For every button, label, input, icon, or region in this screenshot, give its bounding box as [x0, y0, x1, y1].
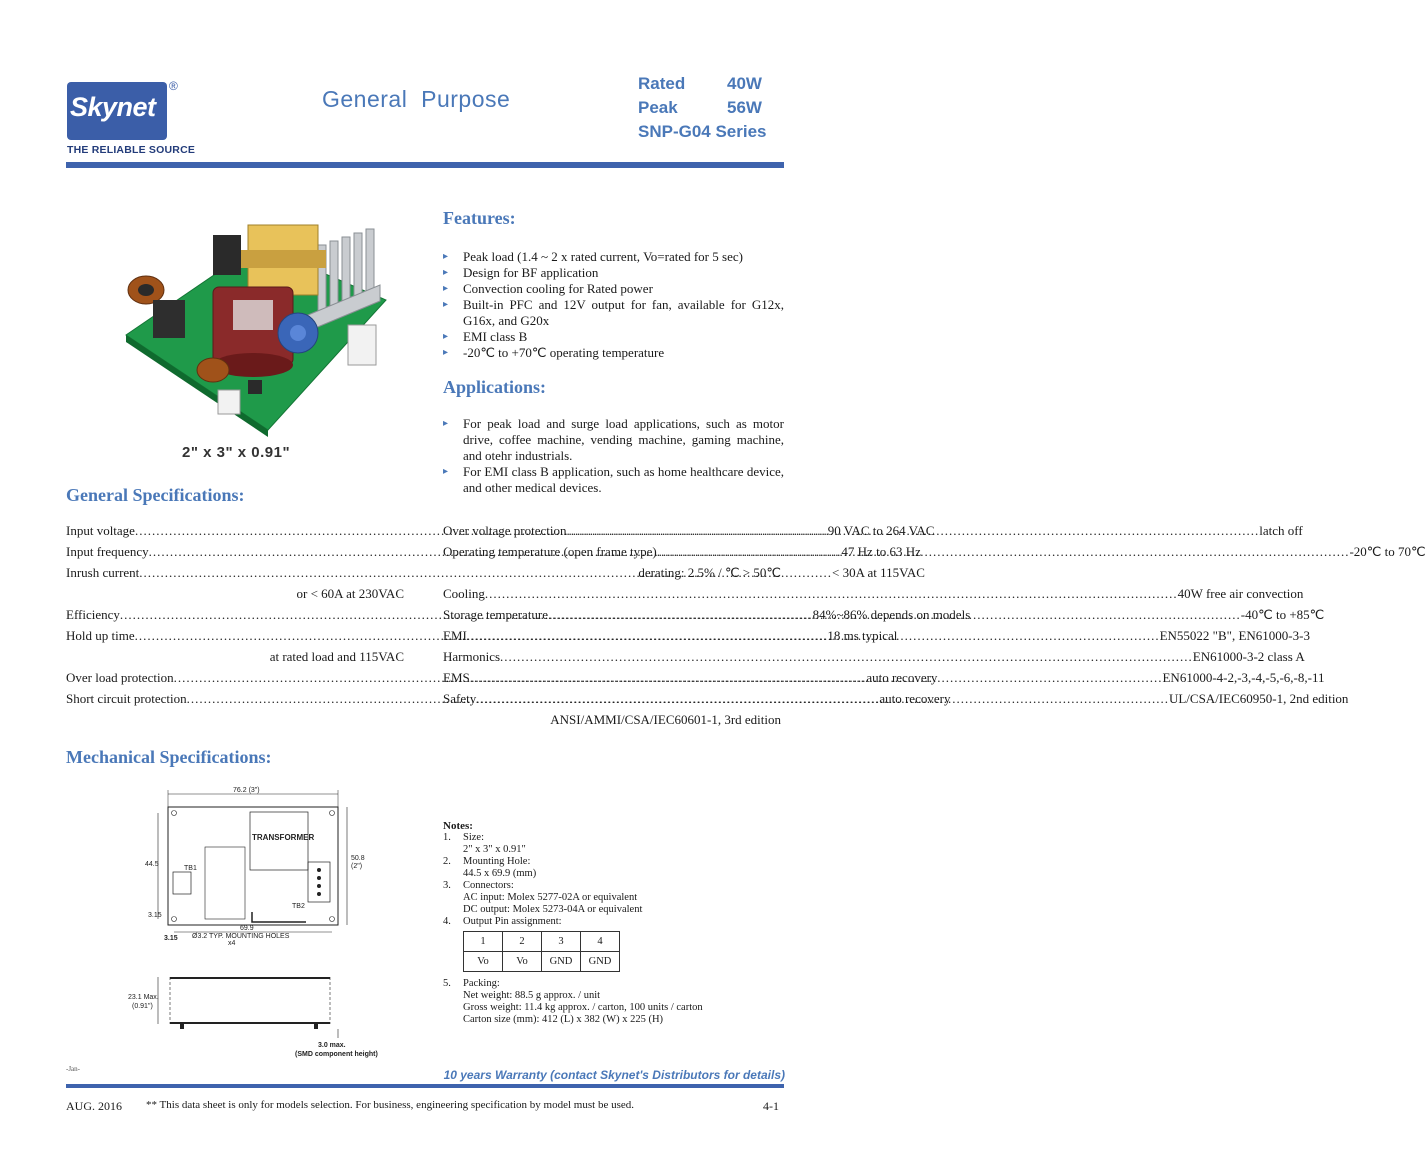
- spec-row: [443, 562, 781, 583]
- bullet-icon: ▸: [443, 347, 449, 358]
- application-text: For peak load and surge load applications, such as motor drive, coffee machine, vending machine, gaming machine, and otehr industrials.: [463, 416, 784, 463]
- series-name: SNP-G04 Series: [638, 122, 767, 141]
- spec-label: EMS: [443, 670, 470, 685]
- pin-signal: GND: [542, 952, 581, 972]
- spec-row: [66, 646, 404, 667]
- dim-thick: 23.1 Max.: [128, 994, 159, 1001]
- page-title: General Purpose: [322, 86, 511, 112]
- note-line: 44.5 x 69.9 (mm): [463, 868, 537, 879]
- pin-signal: Vo: [464, 952, 503, 972]
- spec-value: 40W free air convection: [1177, 586, 1304, 601]
- header-divider: [66, 162, 784, 168]
- note-number: 4.: [443, 916, 451, 927]
- note-title: Packing:: [463, 978, 500, 989]
- peak-value: 56W: [727, 98, 762, 117]
- spec-value: 90 VAC to 264 VAC: [827, 523, 935, 538]
- feature-text: -20℃ to +70℃ operating temperature: [463, 345, 665, 360]
- features-list: [443, 249, 784, 361]
- spec-value: or < 60A at 230VAC: [296, 586, 404, 601]
- spec-label: Over load protection: [66, 670, 174, 685]
- spec-label: Storage temperature: [443, 607, 549, 622]
- note-item: [443, 978, 783, 990]
- spec-label: Input frequency: [66, 544, 149, 559]
- spec-value: -20℃ to 70℃: [1349, 544, 1426, 559]
- bullet-icon: ▸: [443, 267, 449, 278]
- note-item: [443, 880, 783, 892]
- note-item: [443, 856, 783, 868]
- pin-assignment-table: [463, 931, 620, 972]
- spec-value: EN61000-3-2 class A: [1192, 649, 1305, 664]
- registered-mark: ®: [169, 79, 178, 93]
- dim-holes-count: x4: [228, 940, 236, 947]
- spec-value: 84%~86% depends on models: [812, 607, 971, 622]
- spec-value: 47 Hz to 63 Hz: [841, 544, 921, 559]
- spec-label: EMI: [443, 628, 467, 643]
- dim-height: 50.8: [351, 855, 365, 862]
- feature-item: [443, 281, 784, 297]
- mechanical-drawing: [128, 782, 410, 1067]
- footer-disclaimer: ** This data sheet is only for models selection. For business, engineering specification by model must be used.: [146, 1099, 634, 1111]
- general-specs-heading: General Specifications:: [66, 485, 245, 505]
- logo-tagline: THE RELIABLE SOURCE: [67, 144, 196, 156]
- spec-row: [443, 583, 1304, 604]
- spec-row: [66, 583, 404, 604]
- dim-width: 76.2 (3"): [233, 787, 260, 794]
- applications-list: [443, 416, 784, 496]
- note-number: 5.: [443, 978, 451, 989]
- rated-label: Rated: [638, 74, 686, 93]
- spec-label: Over voltage protection: [443, 523, 567, 538]
- feature-item: [443, 345, 784, 361]
- note-title: Mounting Hole:: [463, 856, 531, 867]
- features-heading: Features:: [443, 208, 516, 228]
- application-item: [443, 464, 784, 496]
- spec-value: latch off: [1259, 523, 1303, 538]
- applications-heading: Applications:: [443, 377, 547, 397]
- tb2-label: TB2: [292, 903, 305, 910]
- spec-value: ANSI/AMMI/CSA/IEC60601-1, 3rd edition: [550, 712, 781, 727]
- spec-label: Hold up time: [66, 628, 135, 643]
- bullet-icon: ▸: [443, 466, 449, 477]
- pin-signal: GND: [581, 952, 620, 972]
- note-item: [443, 916, 783, 928]
- application-item: [443, 416, 784, 464]
- pin-number: 4: [581, 932, 620, 952]
- dim-holes-note: Ø3.2 TYP. MOUNTING HOLES: [192, 933, 290, 940]
- feature-text: Convection cooling for Rated power: [463, 281, 653, 296]
- bullet-icon: ▸: [443, 283, 449, 294]
- spec-value: EN55022 "B", EN61000-3-3: [1159, 628, 1310, 643]
- dim-height-in: (2"): [351, 863, 363, 870]
- application-text: For EMI class B application, such as home healthcare device, and other medical devices.: [463, 464, 784, 495]
- pin-number: 3: [542, 932, 581, 952]
- spec-label: Cooling: [443, 586, 485, 601]
- spec-label: Inrush current: [66, 565, 140, 580]
- footer-date: AUG. 2016: [66, 1099, 122, 1113]
- spec-leader: [566, 520, 1259, 541]
- spec-label: Safety: [443, 691, 477, 706]
- dim-hole-width: 69.9: [240, 925, 254, 932]
- dim-edge: 3.15: [148, 912, 162, 919]
- note-title: Connectors:: [463, 880, 514, 891]
- spec-value: -40℃ to +85℃: [1240, 607, 1325, 622]
- bullet-icon: ▸: [443, 331, 449, 342]
- spec-value: < 30A at 115VAC: [832, 565, 925, 580]
- feature-text: Built-in PFC and 12V output for fan, available for G12x, G16x, and G20x: [463, 297, 784, 328]
- feature-item: [443, 249, 784, 265]
- page-number: 4-1: [763, 1099, 779, 1113]
- table-row: [464, 932, 620, 952]
- spec-label: Operating temperature (open frame type): [443, 544, 657, 559]
- note-line: Carton size (mm): 412 (L) x 382 (W) x 225 (H): [463, 1014, 664, 1025]
- product-photo: [118, 205, 390, 437]
- spec-value: EN61000-4-2,-3,-4,-5,-6,-8,-11: [1162, 670, 1325, 685]
- spec-leader: [548, 604, 1241, 625]
- spec-label: Efficiency: [66, 607, 120, 622]
- spec-leader: [485, 583, 1178, 604]
- spec-value: 18 ms typical: [827, 628, 898, 643]
- warranty-note: 10 years Warranty (contact Skynet's Distributors for details): [443, 1068, 785, 1082]
- spec-value: UL/CSA/IEC60950-1, 2nd edition: [1168, 691, 1349, 706]
- note-item: [443, 832, 783, 844]
- drawing-mark: -Jan-: [66, 1065, 80, 1073]
- bullet-icon: ▸: [443, 251, 449, 262]
- feature-item: [443, 265, 784, 281]
- note-line: 2" x 3" x 0.91": [463, 844, 526, 855]
- spec-row: [443, 646, 1305, 667]
- pin-signal: Vo: [503, 952, 542, 972]
- spec-row: [443, 709, 781, 730]
- feature-text: Peak load (1.4 ~ 2 x rated current, Vo=rated for 5 sec): [463, 249, 743, 264]
- table-row: [464, 952, 620, 972]
- product-size-caption: 2" x 3" x 0.91": [182, 444, 291, 461]
- feature-text: Design for BF application: [463, 265, 599, 280]
- spec-leader: [467, 625, 1160, 646]
- spec-label: Input voltage: [66, 523, 135, 538]
- note-number: 1.: [443, 832, 451, 843]
- note-line: AC input: Molex 5277-02A or equivalent: [463, 892, 638, 903]
- footer-divider: [66, 1084, 784, 1088]
- feature-item: [443, 329, 784, 345]
- spec-leader: [500, 646, 1193, 667]
- note-line: Net weight: 88.5 g approx. / unit: [463, 990, 601, 1001]
- note-title: Size:: [463, 832, 484, 843]
- note-title: Output Pin assignment:: [463, 916, 562, 927]
- spec-value: auto recovery: [879, 691, 951, 706]
- feature-text: EMI class B: [463, 329, 528, 344]
- transformer-label: TRANSFORMER: [252, 833, 315, 842]
- spec-leader: [476, 688, 1169, 709]
- spec-value: at rated load and 115VAC: [269, 649, 404, 664]
- spec-label: Harmonics: [443, 649, 501, 664]
- dim-hole-height: 44.5: [145, 861, 159, 868]
- dim-smd-note: (SMD component height): [295, 1051, 378, 1058]
- note-line: DC output: Molex 5273-04A or equivalent: [463, 904, 643, 915]
- bullet-icon: ▸: [443, 418, 449, 429]
- feature-item: [443, 297, 784, 329]
- tb1-label: TB1: [184, 865, 197, 872]
- spec-leader: [470, 667, 1163, 688]
- mechanical-specs-heading: Mechanical Specifications:: [66, 747, 272, 767]
- pin-number: 1: [464, 932, 503, 952]
- dim-left: 3.15: [164, 935, 178, 942]
- spec-label: Short circuit protection: [66, 691, 187, 706]
- note-number: 3.: [443, 880, 451, 891]
- dim-thick-in: (0.91"): [132, 1003, 153, 1010]
- spec-value: derating: 2.5% / ℃ > 50℃: [638, 565, 781, 580]
- note-number: 2.: [443, 856, 451, 867]
- peak-label: Peak: [638, 98, 678, 117]
- rated-value: 40W: [727, 74, 762, 93]
- bullet-icon: ▸: [443, 299, 449, 310]
- note-line: Gross weight: 11.4 kg approx. / carton, 100 units / carton: [463, 1002, 703, 1013]
- notes-block: [443, 820, 783, 1026]
- spec-value: auto recovery: [866, 670, 938, 685]
- notes-title: Notes:: [443, 820, 473, 832]
- dim-smd: 3.0 max.: [318, 1042, 346, 1049]
- spec-leader: [657, 541, 1350, 562]
- logo-text: Skynet: [70, 92, 156, 122]
- pin-number: 2: [503, 932, 542, 952]
